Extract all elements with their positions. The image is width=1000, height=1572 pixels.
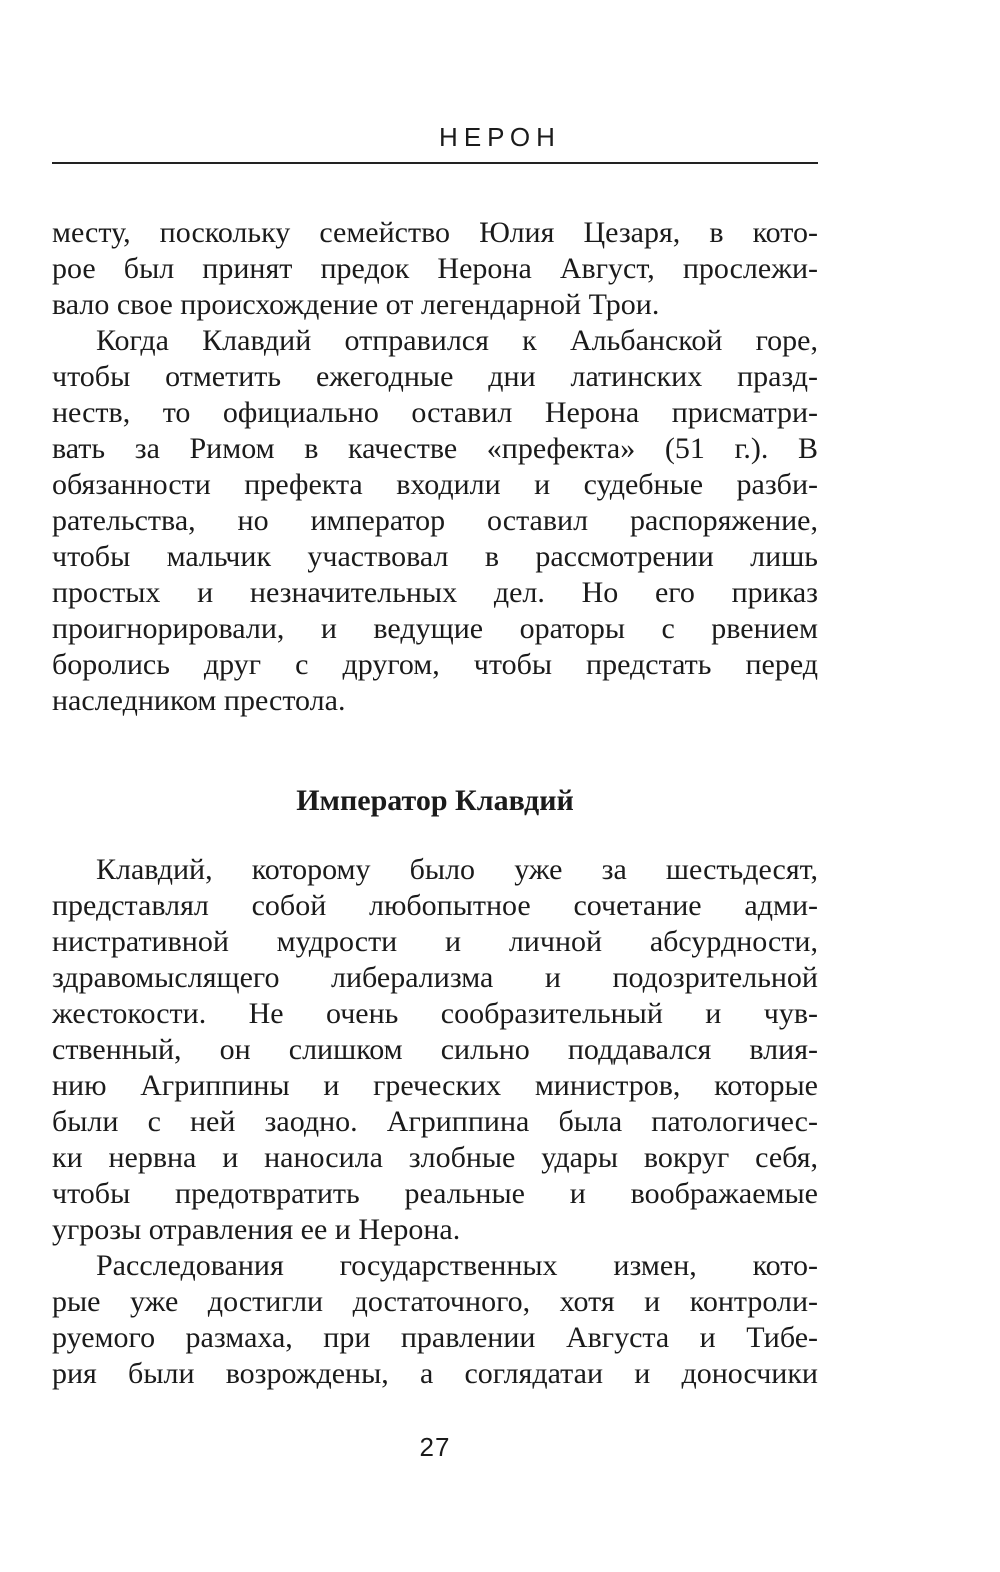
text-line: Клавдий, которому было уже за шестьдесят, (96, 853, 818, 886)
text-line: наследником престола. (52, 684, 346, 717)
text-line: угрозы отравления ее и Нерона. (52, 1213, 461, 1246)
text-line: месту, поскольку семейство Юлия Цезаря, в кото- (52, 216, 818, 249)
text-line: чтобы отметить ежегодные дни латинских празд- (52, 360, 818, 393)
text-line: нию Агриппины и греческих министров, которые (52, 1069, 818, 1102)
text-line: Когда Клавдий отправился к Альбанской горе, (96, 324, 818, 357)
section-heading: Император Клавдий (296, 784, 574, 817)
text-line: неств, то официально оставил Нерона присматри- (52, 396, 818, 429)
text-line: вало свое происхождение от легендарной Трои. (52, 288, 660, 321)
text-line: нистративной мудрости и личной абсурдности, (52, 925, 818, 958)
text-line: чтобы мальчик участвовал в рассмотрении лишь (52, 540, 818, 573)
text-line: рия были возрождены, а соглядатаи и доносчики (52, 1357, 818, 1390)
text-line: обязанности префекта входили и судебные разби- (52, 468, 818, 501)
header-rule (52, 162, 818, 164)
running-head: НЕРОН (439, 122, 561, 152)
text-line: Расследования государственных измен, кото- (96, 1249, 818, 1282)
text-line: представлял собой любопытное сочетание адми- (52, 889, 818, 922)
text-line: здравомыслящего либерализма и подозрительной (52, 961, 818, 994)
text-line: ки нервна и наносила злобные удары вокруг себя, (52, 1141, 818, 1174)
text-line: ственный, он слишком сильно поддавался влия- (52, 1033, 818, 1066)
text-line: вать за Римом в качестве «префекта» (51 г.). В (52, 432, 818, 465)
text-line: рательства, но император оставил распоряжение, (52, 504, 818, 537)
text-line: чтобы предотвратить реальные и воображаемые (52, 1177, 818, 1210)
text-line: были с ней заодно. Агриппина была патологичес- (52, 1105, 818, 1138)
text-line: простых и незначительных дел. Но его приказ (52, 576, 818, 609)
text-line: рое был принят предок Нерона Август, прослежи- (52, 252, 818, 285)
text-line: руемого размаха, при правлении Августа и Тибе- (52, 1321, 818, 1354)
text-line: боролись друг с другом, чтобы предстать перед (52, 648, 818, 681)
text-line: проигнорировали, и ведущие ораторы с рвением (52, 612, 818, 645)
page-number: 27 (419, 1432, 451, 1462)
text-line: рые уже достигли достаточного, хотя и контроли- (52, 1285, 818, 1318)
text-line: жестокости. Не очень сообразительный и чув- (52, 997, 818, 1030)
